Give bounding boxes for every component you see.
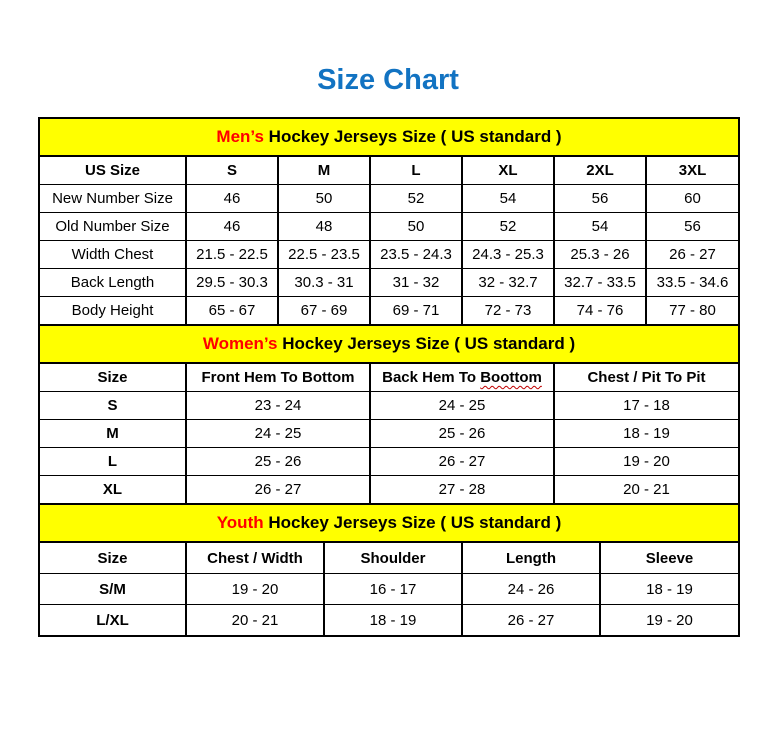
table-row (40, 213, 738, 241)
mens-section-banner (40, 119, 738, 157)
mens-banner-highlight: Men’s (216, 127, 264, 146)
column-header: Chest / Width (186, 543, 324, 574)
table-cell: 72 - 73 (462, 297, 554, 326)
table-cell: 65 - 67 (186, 297, 278, 326)
column-header: US Size (40, 157, 186, 185)
row-label: XL (40, 476, 186, 505)
column-header: 3XL (646, 157, 738, 185)
table-row (40, 420, 738, 448)
column-header: M (278, 157, 370, 185)
misspelled-word: Boottom (480, 369, 542, 386)
table-row (40, 297, 738, 326)
table-cell: 32.7 - 33.5 (554, 269, 646, 297)
table-cell: 19 - 20 (186, 574, 324, 605)
table-cell: 20 - 21 (186, 605, 324, 636)
table-cell: 26 - 27 (646, 241, 738, 269)
table-cell: 18 - 19 (554, 420, 738, 448)
table-cell: 26 - 27 (186, 476, 370, 505)
table-cell: 24 - 25 (370, 392, 554, 420)
table-cell: 24 - 25 (186, 420, 370, 448)
table-cell: 25.3 - 26 (554, 241, 646, 269)
row-label: New Number Size (40, 185, 186, 213)
table-cell: 16 - 17 (324, 574, 462, 605)
table-cell: 48 (278, 213, 370, 241)
table-cell: 25 - 26 (186, 448, 370, 476)
table-cell: 18 - 19 (324, 605, 462, 636)
row-label: Width Chest (40, 241, 186, 269)
table-cell: 54 (462, 185, 554, 213)
table-cell: 67 - 69 (278, 297, 370, 326)
table-cell: 32 - 32.7 (462, 269, 554, 297)
size-chart-table (38, 117, 740, 637)
column-header: Chest / Pit To Pit (554, 364, 738, 392)
table-cell: 18 - 19 (600, 574, 738, 605)
table-cell: 50 (370, 213, 462, 241)
table-row (40, 448, 738, 476)
table-cell: 19 - 20 (554, 448, 738, 476)
womens-section-banner (40, 326, 738, 364)
column-header (370, 364, 554, 392)
table-cell: 46 (186, 213, 278, 241)
table-cell: 31 - 32 (370, 269, 462, 297)
table-cell: 26 - 27 (370, 448, 554, 476)
mens-header-row (40, 157, 738, 185)
row-label: S/M (40, 574, 186, 605)
womens-size-table (40, 364, 738, 505)
table-cell: 52 (462, 213, 554, 241)
womens-header-row (40, 364, 738, 392)
column-header: L (370, 157, 462, 185)
table-row (40, 269, 738, 297)
row-label: M (40, 420, 186, 448)
table-cell: 54 (554, 213, 646, 241)
table-row (40, 241, 738, 269)
mens-size-table (40, 157, 738, 326)
row-label: L/XL (40, 605, 186, 636)
table-cell: 60 (646, 185, 738, 213)
table-row (40, 392, 738, 420)
row-label: Old Number Size (40, 213, 186, 241)
table-row (40, 574, 738, 605)
column-header: Shoulder (324, 543, 462, 574)
column-header-text: Back Hem To (382, 369, 477, 386)
table-row (40, 476, 738, 505)
table-cell: 30.3 - 31 (278, 269, 370, 297)
womens-banner-highlight: Women’s (202, 334, 278, 353)
table-row (40, 605, 738, 636)
column-header: Length (462, 543, 600, 574)
mens-banner-text: Hockey Jerseys Size ( US standard ) (263, 127, 562, 146)
table-cell: 56 (554, 185, 646, 213)
table-cell: 19 - 20 (646, 611, 693, 629)
table-cell: 25 - 26 (370, 420, 554, 448)
table-cell: 17 - 18 (554, 392, 738, 420)
table-cell: 20 - 21 (554, 476, 738, 505)
womens-banner-text: Hockey Jerseys Size ( US standard ) (277, 334, 576, 353)
column-header: Size (40, 543, 186, 574)
table-cell: 74 - 76 (554, 297, 646, 326)
row-label: L (40, 448, 186, 476)
table-cell: 52 (370, 185, 462, 213)
table-cell: 77 - 80 (646, 297, 738, 326)
row-label: S (40, 392, 186, 420)
youth-banner-highlight: Youth (216, 513, 264, 532)
row-label: Body Height (40, 297, 186, 326)
table-cell: 29.5 - 30.3 (186, 269, 278, 297)
page-title: Size Chart (317, 64, 459, 96)
youth-section-banner (40, 505, 738, 543)
table-cell: 33.5 - 34.6 (646, 269, 738, 297)
column-header: S (186, 157, 278, 185)
table-cell: 22.5 - 23.5 (278, 241, 370, 269)
table-cell: 27 - 28 (370, 476, 554, 505)
youth-size-table (40, 543, 738, 635)
table-cell: 69 - 71 (370, 297, 462, 326)
table-cell: 23 - 24 (186, 392, 370, 420)
column-header: 2XL (554, 157, 646, 185)
youth-banner-text: Hockey Jerseys Size ( US standard ) (263, 513, 562, 532)
table-cell: 24.3 - 25.3 (462, 241, 554, 269)
column-header: XL (462, 157, 554, 185)
column-header: Sleeve (600, 543, 738, 574)
table-row (40, 185, 738, 213)
youth-header-row (40, 543, 738, 574)
table-cell: 46 (186, 185, 278, 213)
table-cell: 56 (646, 213, 738, 241)
table-cell: 24 - 26 (462, 574, 600, 605)
table-cell: 26 - 27 (462, 605, 600, 636)
column-header: Front Hem To Bottom (186, 364, 370, 392)
table-cell: 21.5 - 22.5 (186, 241, 278, 269)
table-cell: 23.5 - 24.3 (370, 241, 462, 269)
table-cell: 50 (278, 185, 370, 213)
row-label: Back Length (40, 269, 186, 297)
column-header: Size (40, 364, 186, 392)
